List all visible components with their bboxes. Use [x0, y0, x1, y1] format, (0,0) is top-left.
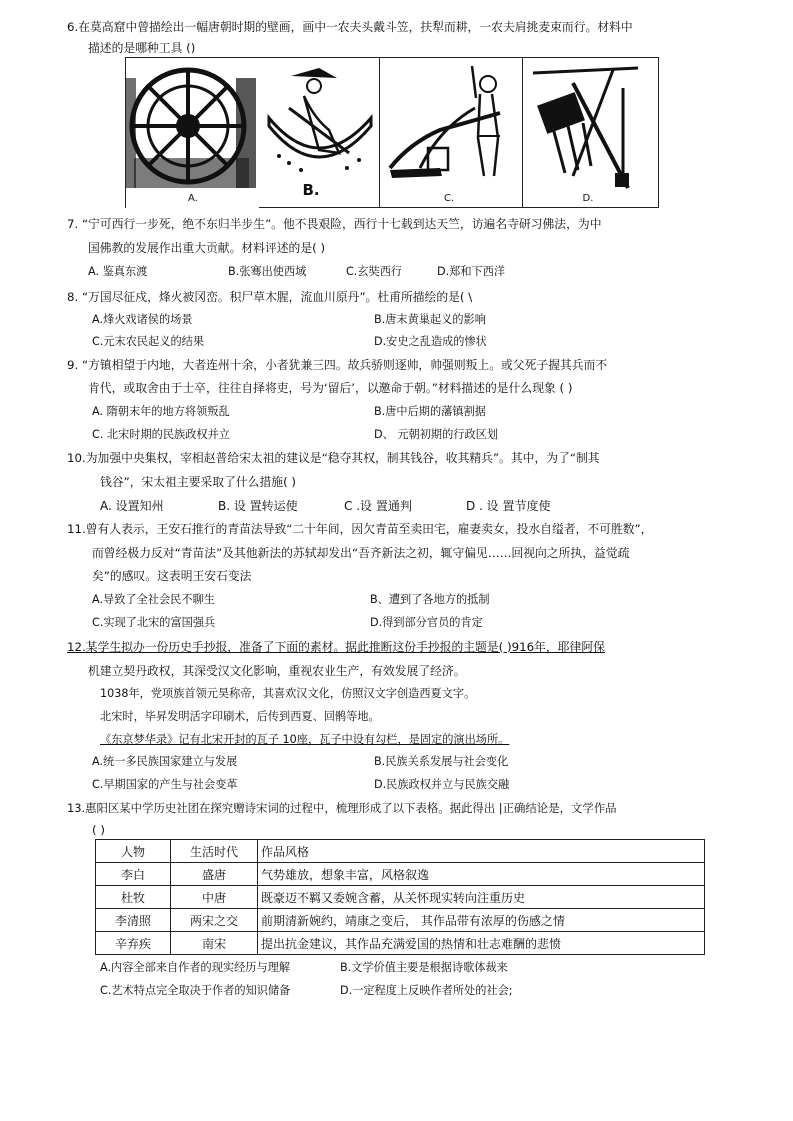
q8-option-c[interactable]: C.元末农民起义的结果 [92, 335, 205, 348]
q11-option-a[interactable]: A.导致了全社会民不聊生 [92, 593, 215, 606]
q12-option-c[interactable]: C.早期国家的产生与社会变革 [92, 778, 238, 791]
q13-poets-table [95, 839, 705, 955]
q12-option-b[interactable]: B.民族关系发展与社会变化 [374, 755, 509, 768]
table-cell: 既豪迈不羁又委婉含蓄，从关怀现实转向注重历史 [258, 886, 705, 909]
q8-option-a[interactable]: A.烽火戏诸侯的场景 [92, 313, 193, 326]
q13-stem-line1: 13.惠阳区某中学历史社团在探究赠诗宋词的过程中，梳理形成了以下表格。据此得出 |正确结论是，文学作品 [67, 801, 617, 815]
q12-option-d[interactable]: D.民族政权并立与民族交融 [374, 778, 510, 791]
figure-a-label: A. [188, 193, 198, 204]
curved-plow-icon [380, 58, 523, 208]
q9-stem-line1: 9. “方镇相望于内地，大者连州十余，小者犹兼三四。故兵骄则逐帅，帅强则叛上。或父死子握其兵而不 [67, 358, 608, 372]
q8-option-d[interactable]: D.安史之乱造成的惨状 [374, 335, 487, 348]
table-cell: 杜牧 [96, 886, 171, 909]
figure-a[interactable] [126, 58, 259, 207]
q10-option-b[interactable]: B. 设 置转运使 [218, 499, 298, 513]
table-cell: 气势雄放，想象丰富，风格叙逸 [258, 863, 705, 886]
q12-stem-line2: 机建立契丹政权，其深受汉文化影响，重视农业生产，有效发展了经济。 [88, 664, 466, 678]
q12-option-a[interactable]: A.统一多民族国家建立与发展 [92, 755, 238, 768]
q6-stem-line2: 描述的是哪种工具 () [88, 41, 196, 55]
q13-option-b[interactable]: B.文学价值主要是根据诗歌体裁来 [340, 961, 508, 974]
q7-option-b[interactable]: B.张骞出使西域 [228, 265, 307, 278]
q10-option-c[interactable]: C .设 置通判 [344, 499, 412, 513]
q13-option-c[interactable]: C.艺术特点完全取决于作者的知识储备 [100, 984, 291, 997]
table-header-row [96, 840, 705, 863]
table-cell: 盛唐 [171, 863, 258, 886]
figure-c[interactable] [380, 58, 522, 207]
q6-figure-strip [125, 57, 659, 208]
q9-option-a[interactable]: A. 隋朝末年的地方将领叛乱 [92, 405, 230, 418]
q6-stem-line1: 6.在莫高窟中曾描绘出一幅唐朝时期的壁画，画中一农夫头戴斗笠，扶犁而耕，一农夫肩挑麦束而行。材料中 [67, 20, 633, 34]
table-cell: 两宋之交 [171, 909, 258, 932]
q13-option-a[interactable]: A.内容全部来自作者的现实经历与理解 [100, 961, 291, 974]
figure-c-label: C. [444, 193, 455, 204]
table-row [96, 932, 705, 955]
q11-stem-line2: 而曾经极力反对“青苗法”及其他新法的苏轼却发出“吾齐新法之初，辄守偏见……回视向之所执，益觉疏 [92, 546, 630, 560]
figure-d[interactable] [523, 58, 658, 207]
q10-stem-line1: 10.为加强中央集权，宰相赵普给宋太祖的建议是“稳夺其权，制其钱谷，收其精兵”。其中，为了“制其 [67, 451, 600, 465]
q9-option-c[interactable]: C. 北宋时期的民族政权并立 [92, 428, 230, 441]
q10-option-d[interactable]: D . 设 置节度使 [466, 499, 551, 513]
table-cell: 南宋 [171, 932, 258, 955]
q10-option-a[interactable]: A. 设置知州 [100, 499, 164, 513]
q13-stem-line2: ( ) [92, 823, 105, 837]
q11-stem-line3: 矣”的感叹。这表明王安石变法 [92, 569, 252, 583]
q8-option-b[interactable]: B.唐末黄巢起义的影响 [374, 313, 486, 326]
seed-drill-icon [523, 58, 659, 208]
table-cell: 李清照 [96, 909, 171, 932]
q12-material-3: 《东京梦华录》记有北宋开封的瓦子 10座，瓦子中设有勾栏，是固定的演出场所。 [100, 733, 510, 746]
table-cell: 提出抗金建议，其作品充满爱国的热情和壮志难酬的悲愤 [258, 932, 705, 955]
table-cell: 中唐 [171, 886, 258, 909]
q13-option-d[interactable]: D.一定程度上反映作者所处的社会; [340, 984, 513, 997]
table-row [96, 909, 705, 932]
q12-stem-line1: 12.某学生拟办一份历史手抄报，准备了下面的素材。据此推断这份手抄报的主题是( )916年，耶律阿保 [67, 640, 605, 654]
q7-option-d[interactable]: D.郑和下西洋 [437, 265, 506, 278]
q7-stem-line1: 7. “宁可西行一步死，绝不东归半步生”。他不畏艰险，西行十七载到达天竺，访遍名寺研习佛法，为中 [67, 217, 602, 231]
q12-material-1: 1038年，党项族首领元昊称帝，其喜欢汉文化，仿照汉文字创造西夏文字。 [100, 687, 476, 700]
q11-option-d[interactable]: D.得到部分官员的肯定 [370, 616, 483, 629]
q7-option-a[interactable]: A. 鉴真东渡 [88, 265, 148, 278]
q7-stem-line2: 国佛教的发展作出重大贡献。材料评述的是( ) [88, 241, 326, 255]
q12-material-2: 北宋时，毕昇发明活字印刷术，后传到西夏、回鹘等地。 [100, 710, 380, 723]
table-header: 人物 [96, 840, 171, 863]
q7-option-c[interactable]: C.玄奘西行 [346, 265, 403, 278]
q11-option-b[interactable]: B、遭到了各地方的抵制 [370, 593, 490, 606]
q8-stem-line1: 8. “万国尽征戍，烽火被冈峦。积尸草木腥，流血川原丹”。杜甫所描绘的是( \ [67, 290, 473, 304]
q9-option-b[interactable]: B.唐中后期的藩镇割据 [374, 405, 486, 418]
table-cell: 辛弃疾 [96, 932, 171, 955]
q11-stem-line1: 11.曾有人表示，王安石推行的青苗法导致“二十年间，因欠青苗至卖田宅，雇妻卖女，投水自缢者，不可胜数”， [67, 522, 653, 536]
q11-option-c[interactable]: C.实现了北宋的富国强兵 [92, 616, 216, 629]
table-header: 生活时代 [171, 840, 258, 863]
table-row [96, 886, 705, 909]
table-row [96, 863, 705, 886]
figure-b[interactable] [259, 58, 381, 207]
figure-d-label: D. [582, 193, 594, 204]
table-cell: 前期清新婉约，靖康之变后， 其作品带有浓厚的伤感之情 [258, 909, 705, 932]
q9-option-d[interactable]: D、 元朝初期的行政区划 [374, 428, 499, 441]
q10-stem-line2: 钱谷”，宋太祖主要采取了什么措施( ) [100, 475, 297, 489]
q9-stem-line2: 肯代，或取舍由于士卒，往往自择将吏，号为‘留后’，以邀命于朝。”材料描述的是什么现象 ( ) [88, 381, 573, 395]
table-cell: 李白 [96, 863, 171, 886]
table-header: 作品风格 [258, 840, 705, 863]
figure-b-label: B. [302, 181, 320, 199]
water-wheel-icon [126, 58, 259, 208]
